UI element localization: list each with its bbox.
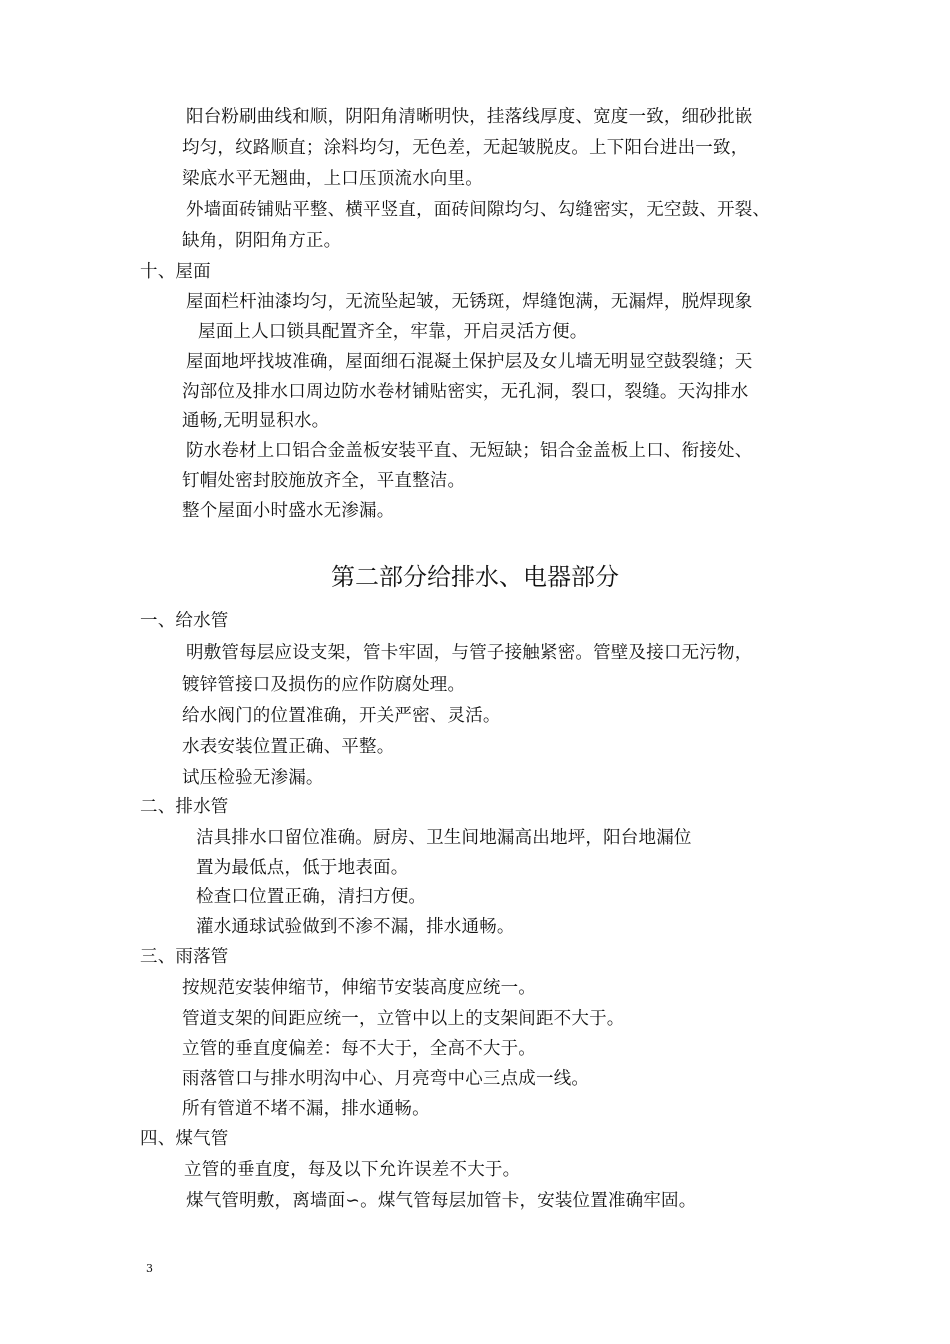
- text-line: 沟部位及排水口周边防水卷材铺贴密实，无孔洞，裂口，裂缝。天沟排水: [182, 382, 749, 402]
- text-line: 检查口位置正确，清扫方便。: [196, 887, 427, 907]
- text-line: 立管的垂直度，每及以下允许误差不大于。: [184, 1160, 521, 1180]
- text-line: 洁具排水口留位准确。厨房、卫生间地漏高出地坪，阳台地漏位: [196, 828, 692, 848]
- text-line: 整个屋面小时盛水无渗漏。: [182, 501, 395, 521]
- page-number: 3: [146, 1262, 153, 1275]
- section-title-drainage: 二、排水管: [140, 797, 229, 817]
- text-line: 均匀，纹路顺直；涂料均匀，无色差，无起皱脱皮。上下阳台进出一致，: [182, 138, 749, 158]
- text-line: 立管的垂直度偏差：每不大于，全高不大于。: [182, 1039, 536, 1059]
- part-heading: 第二部分给排水、电器部分: [331, 563, 619, 591]
- text-line: 屋面栏杆油漆均匀，无流坠起皱，无锈斑，焊缝饱满，无漏焊，脱焊现象: [186, 292, 753, 312]
- text-line: 外墙面砖铺贴平整、横平竖直，面砖间隙均匀、勾缝密实，无空鼓、开裂、: [186, 200, 771, 220]
- text-line: 水表安装位置正确、平整。: [182, 737, 395, 757]
- text-line: 按规范安装伸缩节，伸缩节安装高度应统一。: [182, 978, 536, 998]
- text-line: 灌水通球试验做到不渗不漏，排水通畅。: [196, 917, 515, 937]
- text-line: 屋面上人口锁具配置齐全，牢靠，开启灵活方便。: [198, 322, 588, 342]
- text-line: 阳台粉刷曲线和顺，阴阳角清晰明快，挂落线厚度、宽度一致，细砂批嵌: [186, 107, 753, 127]
- section-title-downpipe: 三、雨落管: [140, 947, 229, 967]
- section-title-gas: 四、煤气管: [140, 1129, 229, 1149]
- text-line: 钉帽处密封胶施放齐全，平直整洁。: [182, 471, 466, 491]
- text-line: 防水卷材上口铝合金盖板安装平直、无短缺；铝合金盖板上口、衔接处、: [186, 441, 753, 461]
- text-line: 缺角，阴阳角方正。: [182, 231, 342, 251]
- text-line: 管道支架的间距应统一，立管中以上的支架间距不大于。: [182, 1009, 625, 1029]
- text-line: 镀锌管接口及损伤的应作防腐处理。: [182, 675, 466, 695]
- text-line: 雨落管口与排水明沟中心、月亮弯中心三点成一线。: [182, 1069, 590, 1089]
- text-line: 通畅,无明显积水。: [182, 411, 330, 431]
- text-line: 给水阀门的位置准确，开关严密、灵活。: [182, 706, 501, 726]
- text-line: 明敷管每层应设支架，管卡牢固，与管子接触紧密。管壁及接口无污物，: [186, 643, 753, 663]
- text-line: 梁底水平无翘曲，上口压顶流水向里。: [182, 169, 483, 189]
- text-line: 屋面地坪找坡准确，屋面细石混凝土保护层及女儿墙无明显空鼓裂缝；天: [186, 352, 753, 372]
- section-title-roof: 十、屋面: [140, 262, 211, 282]
- text-line: 煤气管明敷，离墙面∽。煤气管每层加管卡，安装位置准确牢固。: [186, 1191, 697, 1211]
- text-line: 所有管道不堵不漏，排水通畅。: [182, 1099, 430, 1119]
- text-line: 置为最低点，低于地表面。: [196, 858, 409, 878]
- section-title-water-supply: 一、给水管: [140, 611, 229, 631]
- text-line: 试压检验无渗漏。: [182, 768, 324, 788]
